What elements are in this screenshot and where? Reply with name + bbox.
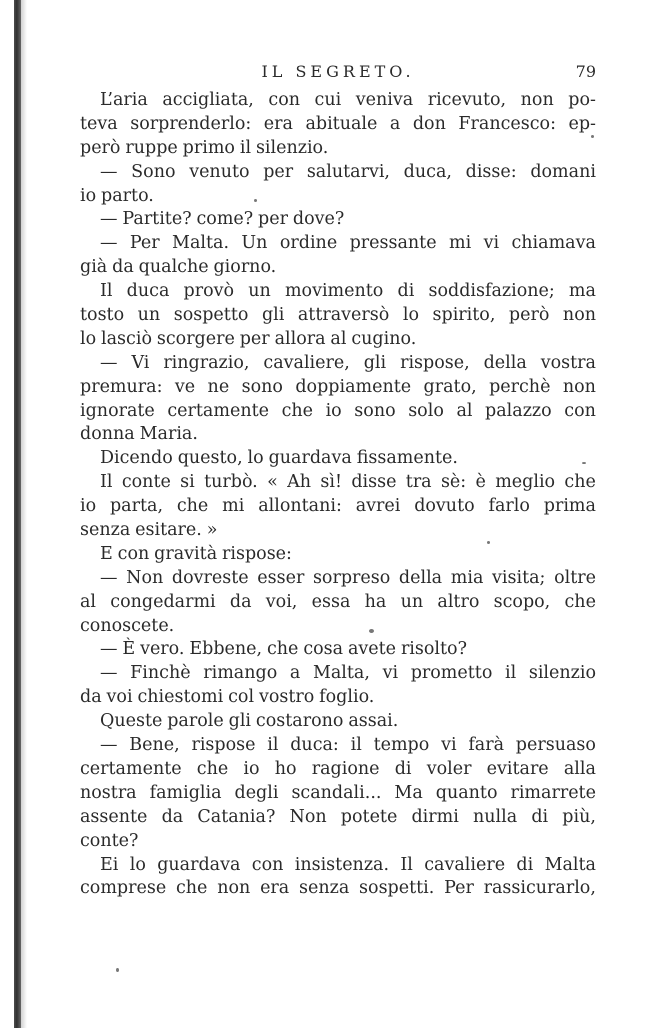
- text-line: Ei lo guardava con insistenza. Il cavaliere di Malta: [100, 854, 596, 875]
- text-line: — Per Malta. Un ordine pressante mi vi chiamava: [100, 233, 596, 254]
- page-binding-shadow: [21, 0, 27, 1028]
- text-line: Il conte si turbò. « Ah sì! disse tra sè: è meglio che: [100, 472, 596, 493]
- text-line: ignorate certamente che io sono solo al palazzo con: [80, 400, 596, 421]
- text-line: lo lasciò scorgere per allora al cugino.: [80, 328, 417, 349]
- paper-speck: [254, 199, 257, 202]
- text-line: premura: ve ne sono doppiamente grato, perchè non: [80, 376, 596, 397]
- text-line: conte?: [80, 830, 139, 851]
- text-line: certamente che io ho ragione di voler evitare alla: [80, 758, 596, 779]
- page-number: 79: [575, 62, 596, 81]
- text-line: assente da Catania? Non potete dirmi nulla di più,: [80, 806, 596, 827]
- text-line: — Non dovreste esser sorpreso della mia visita; oltre: [100, 567, 596, 588]
- text-line: al congedarmi da voi, essa ha un altro scopo, che: [80, 591, 596, 612]
- paper-speck: [487, 541, 490, 544]
- text-line: teva sorprenderlo: era abituale a don Francesco: ep-: [80, 113, 596, 134]
- text-line: — Bene, rispose il duca: il tempo vi farà persuaso: [100, 735, 596, 756]
- text-line: — Partite? come? per dove?: [100, 209, 345, 230]
- text-line: comprese che non era senza sospetti. Per rassicurarlo,: [80, 878, 596, 899]
- text-line: da voi chiestomi col vostro foglio.: [80, 687, 375, 708]
- text-line: Queste parole gli costarono assai.: [100, 711, 399, 732]
- paper-speck: [591, 135, 594, 138]
- text-line: tosto un sospetto gli attraversò lo spirito, però non: [80, 305, 596, 326]
- text-line: senza esitare. »: [80, 520, 218, 541]
- paper-speck: [369, 629, 374, 633]
- page-header: [80, 60, 596, 84]
- text-line: — Vi ringrazio, cavaliere, gli rispose, della vostra: [100, 352, 596, 373]
- text-line: — È vero. Ebbene, che cosa avete risolto?: [100, 639, 467, 660]
- text-line: Dicendo questo, lo guardava fissamente.: [100, 448, 458, 469]
- text-line: già da qualche giorno.: [80, 257, 277, 278]
- running-head: IL SEGRETO.: [261, 62, 415, 81]
- text-line: Il duca provò un movimento di soddisfazione; ma: [100, 281, 596, 302]
- body-text: [80, 89, 596, 901]
- text-line: E con gravità rispose:: [100, 543, 292, 564]
- text-line: donna Maria.: [80, 424, 198, 445]
- text-line: — Finchè rimango a Malta, vi prometto il silenzio: [100, 663, 596, 684]
- text-line: io parto.: [80, 185, 154, 206]
- text-line: — Sono venuto per salutarvi, duca, disse: domani: [100, 161, 596, 182]
- text-line: nostra famiglia degli scandali... Ma quanto rimarrete: [80, 782, 596, 803]
- page-binding-edge: [14, 0, 21, 1028]
- text-line: conoscete.: [80, 615, 175, 636]
- text-line: però ruppe primo il silenzio.: [80, 137, 329, 158]
- paper-speck: [582, 462, 586, 464]
- text-line: L’aria accigliata, con cui veniva ricevuto, non po-: [100, 90, 596, 110]
- text-line: io parta, che mi allontani: avrei dovuto farlo prima: [80, 496, 596, 517]
- paper-speck: [116, 968, 119, 972]
